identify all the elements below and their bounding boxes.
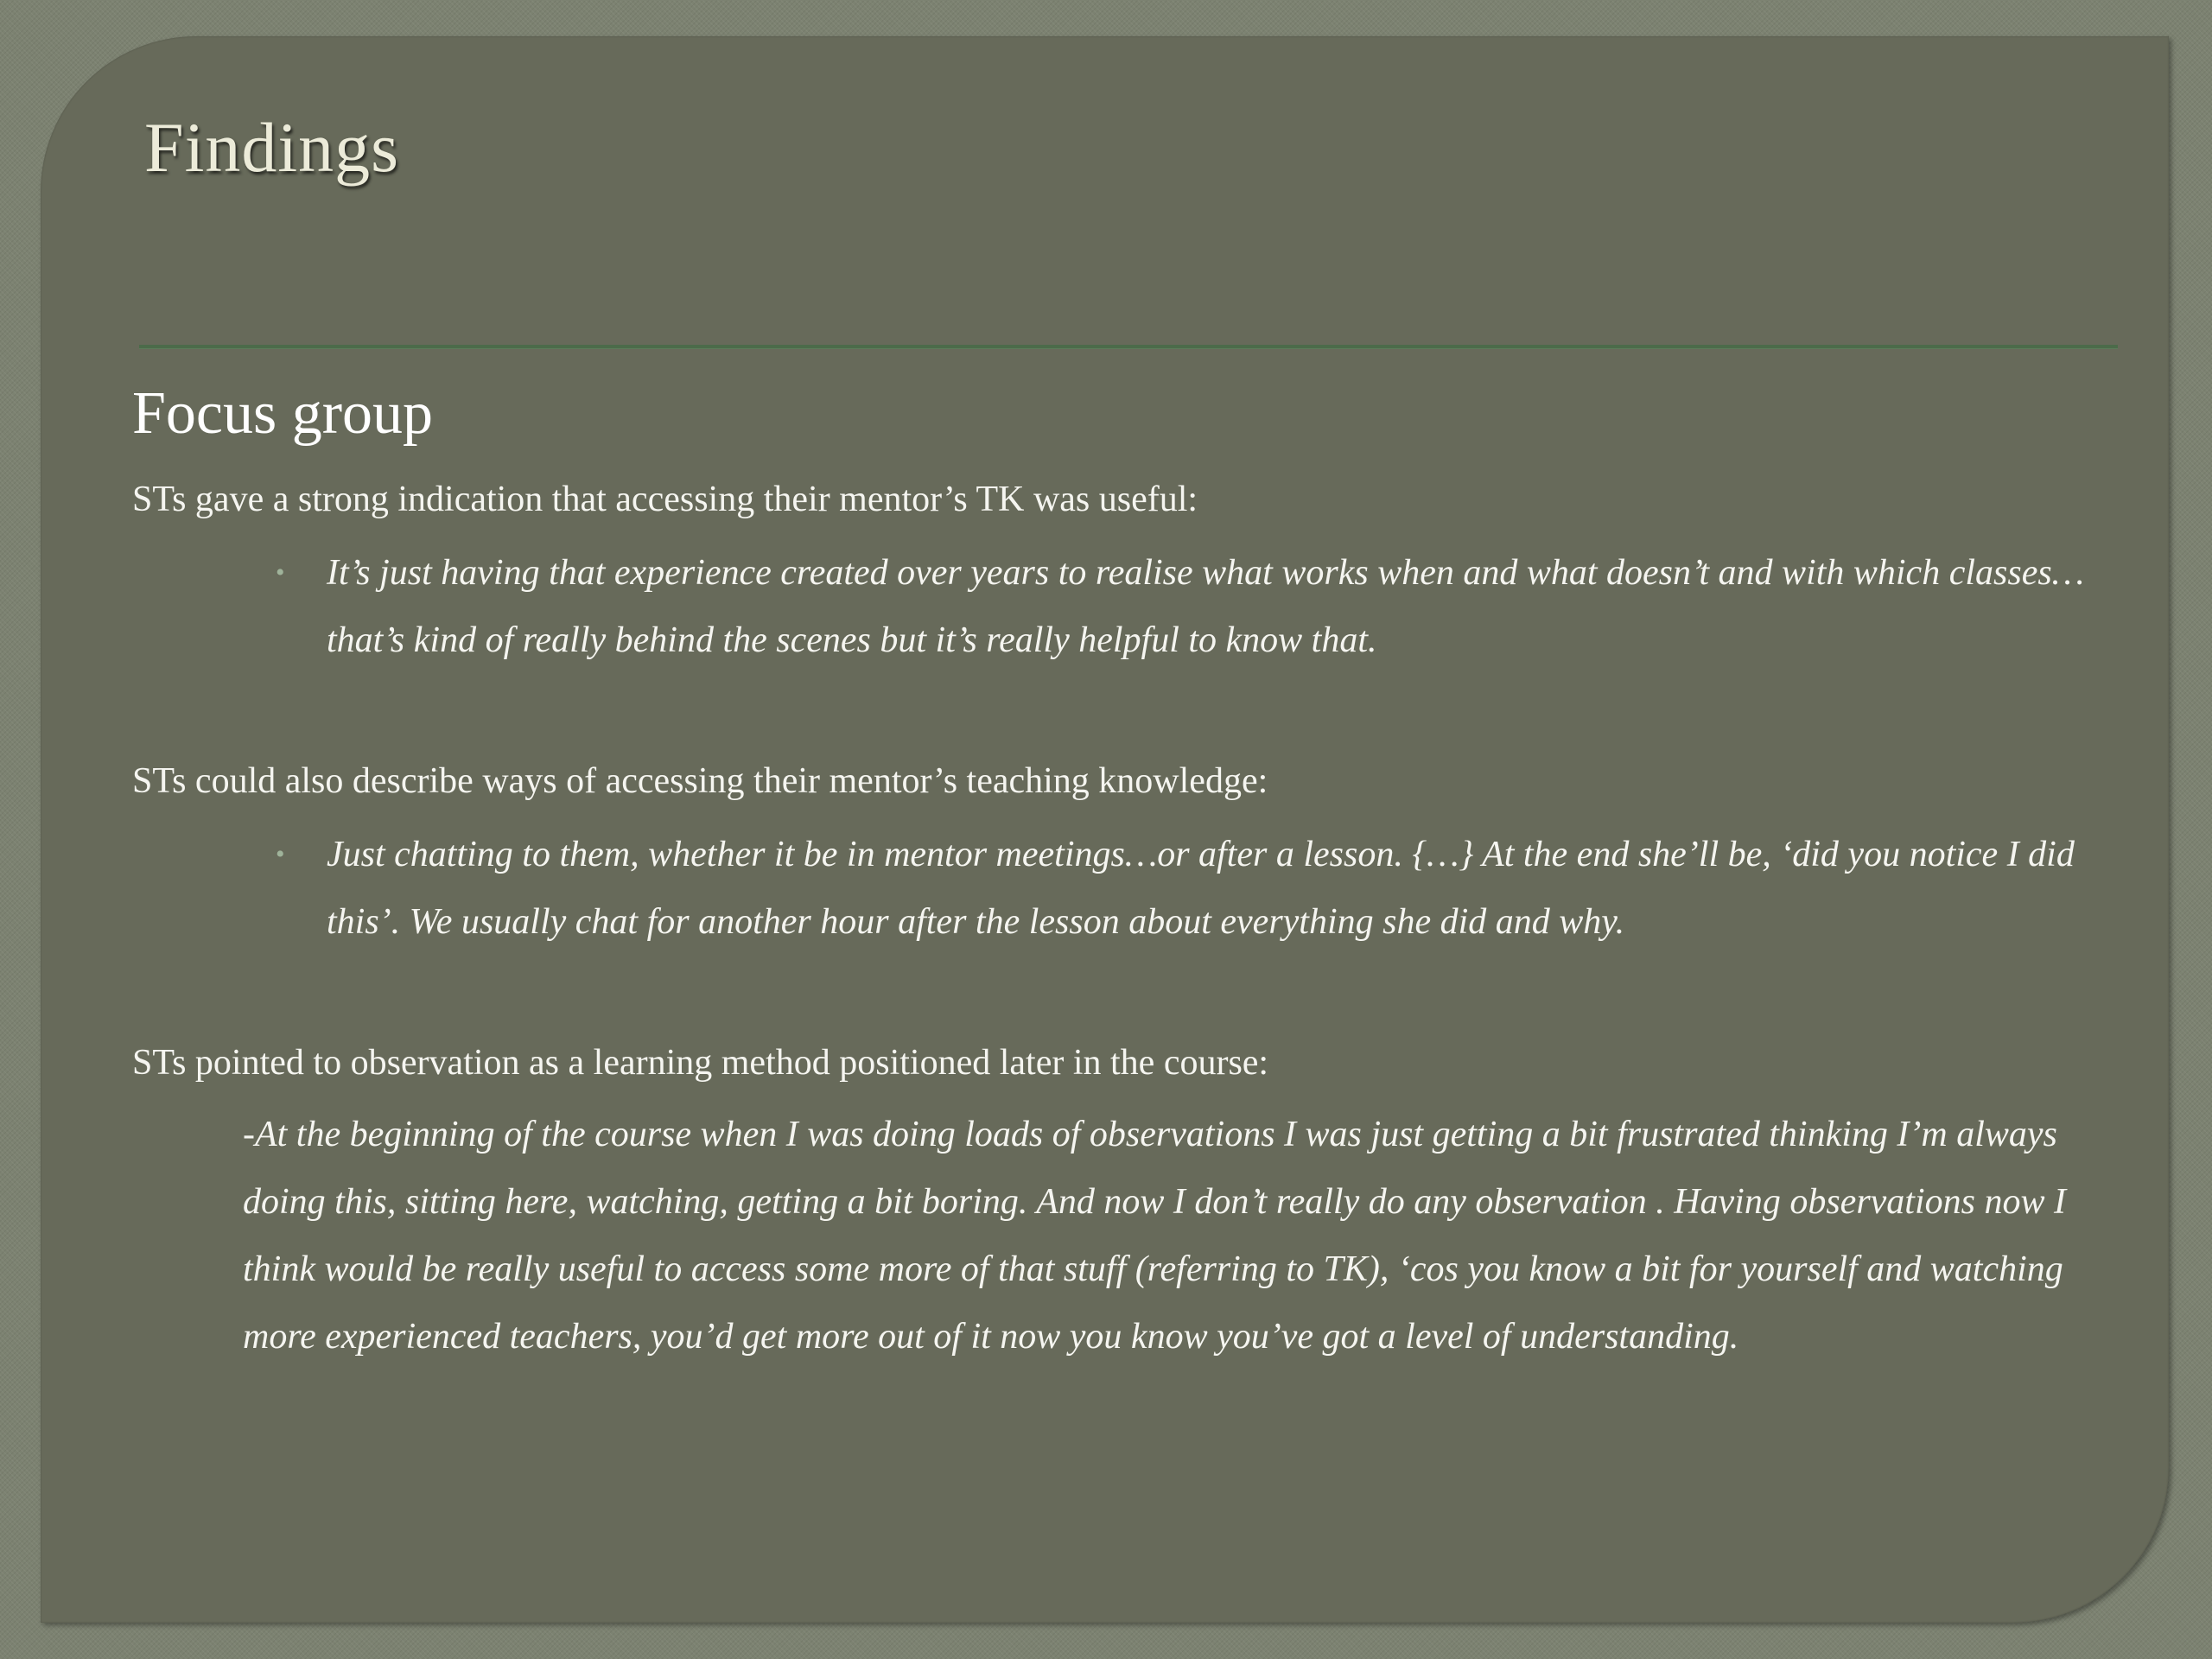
slide-title: Findings — [144, 108, 400, 187]
spacer — [132, 674, 2120, 757]
finding-1-quotes — [132, 539, 2120, 674]
spacer — [132, 956, 2120, 1039]
quote-bullet — [132, 821, 2120, 956]
quote-bullet — [132, 539, 2120, 674]
section-heading: Focus group — [132, 380, 434, 447]
finding-1-lead: STs gave a strong indication that accessing their mentor’s TK was useful: — [132, 480, 1198, 519]
quote-text: Just chatting to them, whether it be in mentor meetings…or after a lesson. {…} At the end she’ll be, ‘did you notice I did this’. We usually chat for another hour after the lesson about everything she did and why. — [327, 835, 2075, 942]
slide-content — [132, 380, 2120, 1370]
slide — [41, 36, 2169, 1623]
bullet-marker-icon: • — [276, 840, 285, 868]
finding-3-lead: STs pointed to observation as a learning method positioned later in the course: — [132, 1043, 1269, 1083]
bullet-marker-icon: • — [276, 558, 285, 587]
finding-2-lead: STs could also describe ways of accessing their mentor’s teaching knowledge: — [132, 761, 1268, 801]
finding-2-quotes — [132, 821, 2120, 956]
finding-3-quote: -At the beginning of the course when I was doing loads of observations I was just getting a bit frustrated thinking I’m always doing this, sitting here, watching, getting a bit boring. And now I don’t really do any observation . Having observations now I think would be really useful to access some more of that stuff (referring to TK), ‘cos you know a bit for yourself and watching more experienced teachers, you’d get more out of it now you know you’ve got a level of understanding. — [243, 1115, 2066, 1357]
quote-text: It’s just having that experience created over years to realise what works when and what doesn’t and with which classes…that’s kind of really behind the scenes but it’s really helpful to know that. — [327, 553, 2085, 660]
title-divider — [139, 345, 2118, 349]
